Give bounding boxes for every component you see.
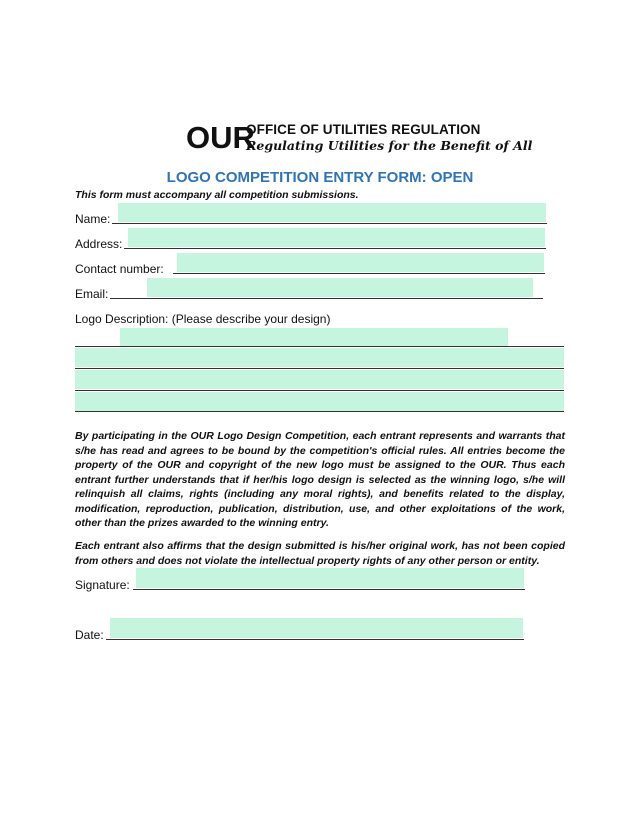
form-title: LOGO COMPETITION ENTRY FORM: OPEN (166, 169, 474, 186)
name-underline (112, 223, 547, 224)
name-field[interactable] (118, 203, 546, 222)
signature-underline (133, 589, 525, 590)
date-field[interactable] (110, 618, 523, 638)
email-underline (110, 298, 543, 299)
date-underline (106, 639, 524, 640)
email-label: Email: (75, 287, 109, 301)
signature-label: Signature: (75, 578, 130, 592)
address-field[interactable] (128, 228, 545, 247)
description-field-line-1[interactable] (120, 328, 508, 346)
name-label: Name: (75, 212, 111, 226)
description-field-line-4[interactable] (75, 392, 564, 411)
description-underline-3 (75, 390, 564, 391)
signature-field[interactable] (136, 568, 524, 588)
description-field-line-3[interactable] (75, 370, 564, 389)
contact-underline (173, 273, 545, 274)
contact-field[interactable] (177, 253, 544, 272)
terms-paragraph-2: Each entrant also affirms that the design submitted is his/her original work, has not been copied from others and does not violate the intellectual property rights of any other person or entity. (75, 540, 565, 567)
address-underline (124, 248, 546, 249)
date-label: Date: (75, 628, 104, 642)
description-field-line-2[interactable] (75, 348, 564, 367)
address-label: Address: (75, 237, 123, 251)
org-name: OFFICE OF UTILITIES REGULATION (246, 122, 481, 137)
our-logo-mark (186, 118, 255, 155)
org-tagline: Regulating Utilities for the Benefit of All (246, 138, 533, 153)
description-label: Logo Description: (Please describe your design) (75, 312, 331, 326)
terms-paragraph-1: By participating in the OUR Logo Design Competition, each entrant represents and warrants that s/he has read and agrees to be bound by the competition's official rules. All entries become the property of the OUR and copyright of the new logo must be assigned to the OUR. Thus each entrant further understands that if her/his logo design is selected as the winning logo, s/he will relinquish all claims, rights (including any moral rights), and benefits related to the display, modification, reproduction, publication, distribution, use, and other exploitations of the work, other than the prizes awarded to the winning entry. (75, 430, 565, 529)
logo-mark-text: OUR (186, 120, 255, 155)
contact-label: Contact number: (75, 262, 164, 276)
form-instruction: This form must accompany all competition submissions. (75, 189, 359, 201)
description-underline-2 (75, 368, 564, 369)
email-field[interactable] (147, 278, 533, 297)
description-underline-4 (75, 411, 564, 412)
description-underline-1 (75, 346, 564, 347)
